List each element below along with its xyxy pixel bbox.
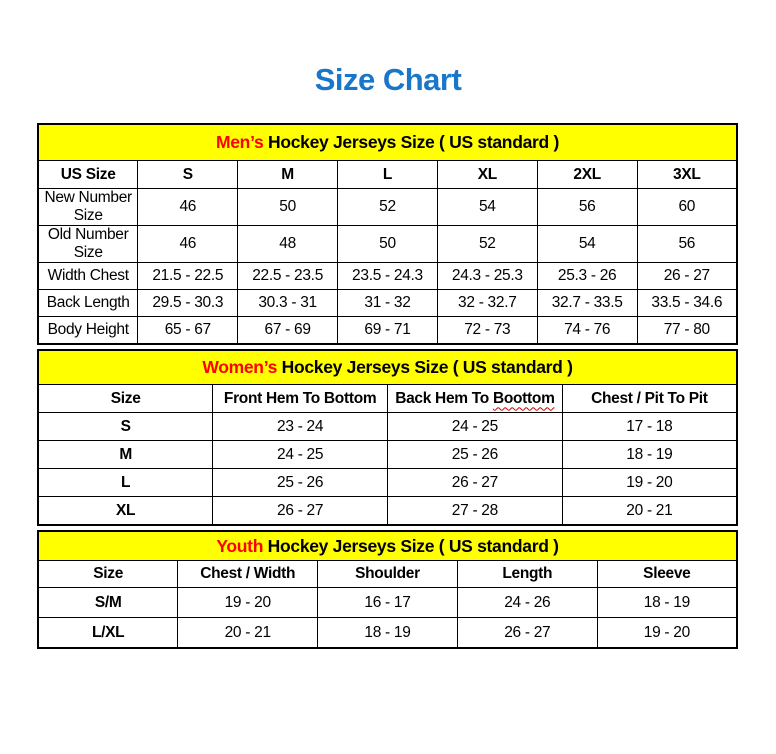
mens-cell: 30.3 - 31 [238, 290, 338, 317]
mens-cell: 31 - 32 [338, 290, 438, 317]
mens-cell: 52 [437, 226, 537, 263]
youth-cell: 19 - 20 [178, 588, 318, 618]
youth-banner-highlight: Youth [216, 535, 264, 556]
mens-cell: 23.5 - 24.3 [338, 263, 438, 290]
size-tables [37, 123, 738, 649]
mens-col-header: M [238, 161, 338, 189]
mens-cell: 46 [138, 226, 238, 263]
mens-cell: 21.5 - 22.5 [138, 263, 238, 290]
youth-banner-text: Hockey Jerseys Size ( US standard ) [263, 535, 559, 556]
mens-cell: 26 - 27 [637, 263, 737, 290]
womens-table-row [38, 497, 737, 526]
youth-col-header: Chest / Width [178, 561, 318, 588]
mens-row-label: Width Chest [38, 263, 138, 290]
youth-cell: 24 - 26 [457, 588, 597, 618]
mens-cell: 54 [537, 226, 637, 263]
mens-table-row [38, 263, 737, 290]
womens-col-header-misspelled-word: Boottom [492, 389, 555, 407]
youth-col-header: Size [38, 561, 178, 588]
mens-cell: 32.7 - 33.5 [537, 290, 637, 317]
womens-col-header: Size [38, 385, 213, 413]
youth-banner [38, 531, 737, 561]
mens-cell: 72 - 73 [437, 317, 537, 345]
mens-row-label: Body Height [38, 317, 138, 345]
mens-banner-highlight: Men’s [215, 132, 264, 152]
mens-cell: 33.5 - 34.6 [637, 290, 737, 317]
womens-row-label: L [38, 469, 213, 497]
youth-cell: 20 - 21 [178, 618, 318, 649]
youth-size-table [37, 530, 738, 649]
womens-cell: 17 - 18 [562, 413, 737, 441]
womens-cell: 26 - 27 [213, 497, 388, 526]
mens-cell: 60 [637, 189, 737, 226]
youth-row-label: L/XL [38, 618, 178, 649]
youth-col-header: Length [457, 561, 597, 588]
mens-table-row [38, 290, 737, 317]
womens-cell: 24 - 25 [213, 441, 388, 469]
mens-cell: 65 - 67 [138, 317, 238, 345]
womens-cell: 19 - 20 [562, 469, 737, 497]
mens-row-label: New Number Size [38, 189, 138, 226]
mens-cell: 74 - 76 [537, 317, 637, 345]
page-title: Size Chart [314, 62, 462, 97]
mens-cell: 56 [537, 189, 637, 226]
size-chart-page [0, 62, 776, 649]
mens-col-header: US Size [38, 161, 138, 189]
mens-cell: 22.5 - 23.5 [238, 263, 338, 290]
womens-banner-highlight: Women’s [202, 357, 278, 377]
womens-banner-text: Hockey Jerseys Size ( US standard ) [277, 357, 573, 377]
womens-table-row [38, 469, 737, 497]
mens-size-table [37, 123, 738, 345]
mens-banner [38, 124, 737, 161]
mens-cell: 50 [338, 226, 438, 263]
mens-cell: 52 [338, 189, 438, 226]
mens-cell: 24.3 - 25.3 [437, 263, 537, 290]
womens-size-table [37, 349, 738, 526]
mens-cell: 69 - 71 [338, 317, 438, 345]
mens-col-header: 3XL [637, 161, 737, 189]
youth-cell: 26 - 27 [457, 618, 597, 649]
womens-cell: 25 - 26 [388, 441, 563, 469]
womens-row-label: M [38, 441, 213, 469]
womens-table-row [38, 413, 737, 441]
womens-banner [38, 350, 737, 385]
womens-table-row [38, 441, 737, 469]
mens-cell: 32 - 32.7 [437, 290, 537, 317]
mens-cell: 54 [437, 189, 537, 226]
mens-table-row [38, 189, 737, 226]
mens-cell: 29.5 - 30.3 [138, 290, 238, 317]
womens-cell: 25 - 26 [213, 469, 388, 497]
mens-cell: 50 [238, 189, 338, 226]
womens-row-label: XL [38, 497, 213, 526]
mens-cell: 77 - 80 [637, 317, 737, 345]
mens-table-row [38, 226, 737, 263]
mens-col-header: S [138, 161, 238, 189]
youth-cell: 18 - 19 [597, 588, 737, 618]
youth-cell: 19 - 20 [597, 618, 737, 649]
mens-table-row [38, 317, 737, 345]
youth-cell: 18 - 19 [318, 618, 458, 649]
womens-cell: 26 - 27 [388, 469, 563, 497]
mens-cell: 48 [238, 226, 338, 263]
mens-cell: 46 [138, 189, 238, 226]
youth-table-row [38, 588, 737, 618]
mens-cell: 56 [637, 226, 737, 263]
mens-col-header: L [338, 161, 438, 189]
mens-row-label: Back Length [38, 290, 138, 317]
womens-cell: 23 - 24 [213, 413, 388, 441]
womens-row-label: S [38, 413, 213, 441]
mens-row-label: Old Number Size [38, 226, 138, 263]
womens-col-header: Back Hem To Boottom [388, 385, 563, 413]
youth-row-label: S/M [38, 588, 178, 618]
womens-col-header: Chest / Pit To Pit [562, 385, 737, 413]
youth-col-header: Shoulder [318, 561, 458, 588]
mens-col-header: XL [437, 161, 537, 189]
youth-table-row [38, 618, 737, 649]
womens-cell: 24 - 25 [388, 413, 563, 441]
youth-col-header: Sleeve [597, 561, 737, 588]
youth-cell: 16 - 17 [318, 588, 458, 618]
mens-cell: 25.3 - 26 [537, 263, 637, 290]
womens-cell: 18 - 19 [562, 441, 737, 469]
mens-banner-text: Hockey Jerseys Size ( US standard ) [263, 132, 560, 152]
womens-cell: 20 - 21 [562, 497, 737, 526]
womens-cell: 27 - 28 [388, 497, 563, 526]
mens-col-header: 2XL [537, 161, 637, 189]
mens-cell: 67 - 69 [238, 317, 338, 345]
womens-col-header: Front Hem To Bottom [213, 385, 388, 413]
